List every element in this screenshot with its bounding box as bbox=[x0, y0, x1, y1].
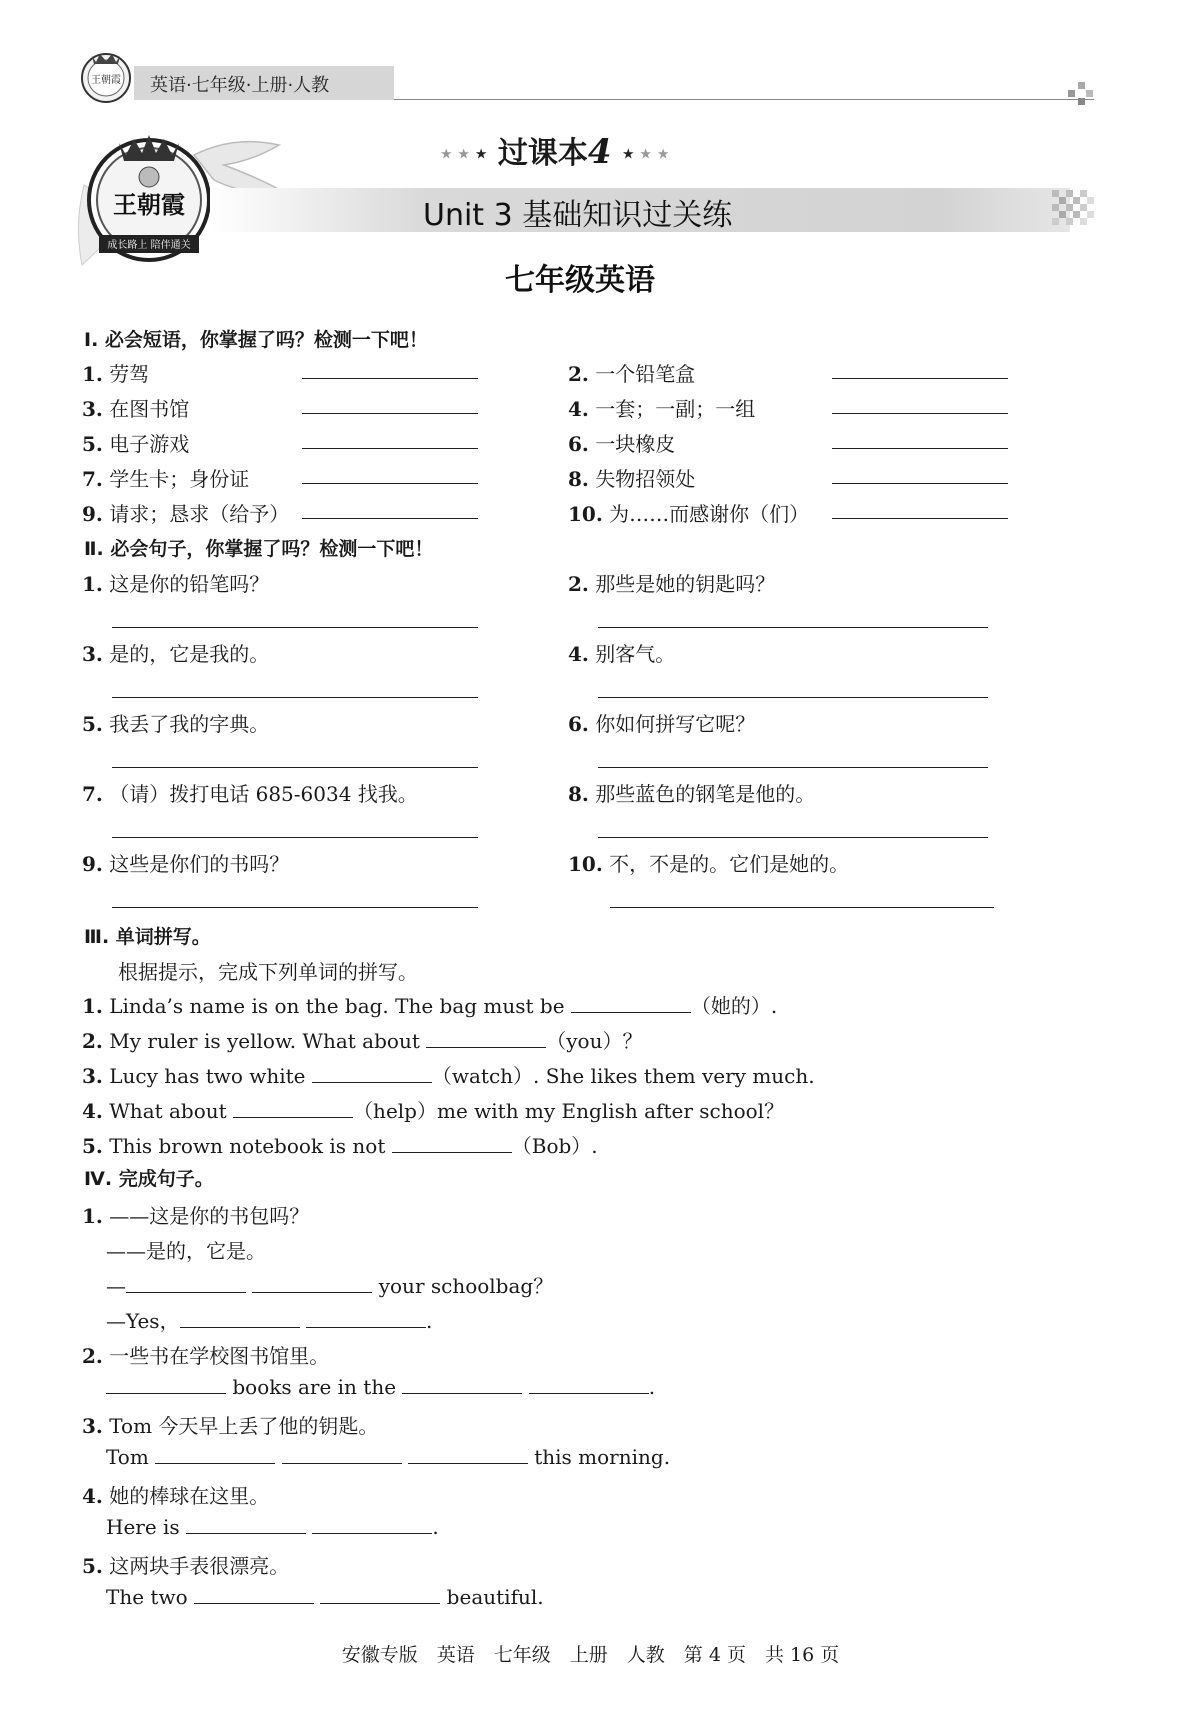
band-checker bbox=[1052, 190, 1094, 237]
phrase-item: 8. 失物招领处 bbox=[568, 467, 696, 491]
star-icon: ★ ★ bbox=[440, 146, 475, 163]
sentence-item: 10. 不，不是的。它们是她的。 bbox=[568, 852, 850, 876]
answer-line[interactable] bbox=[832, 448, 1008, 449]
spelling-item: 5. This brown notebook is not （Bob）. bbox=[82, 1134, 598, 1158]
fill-blank[interactable] bbox=[571, 1011, 691, 1013]
header-rule bbox=[394, 99, 1094, 100]
sub-title: 七年级英语 bbox=[505, 263, 655, 298]
fill-blank[interactable] bbox=[402, 1392, 522, 1394]
sentence-item: 7. （请）拨打电话 685-6034 找我。 bbox=[82, 782, 418, 806]
answer-line[interactable] bbox=[112, 907, 478, 908]
fill-blank[interactable] bbox=[392, 1151, 512, 1153]
fill-blank[interactable] bbox=[233, 1116, 353, 1118]
sentence-item: 2. 那些是她的钥匙吗？ bbox=[568, 572, 776, 596]
answer-line[interactable] bbox=[302, 448, 478, 449]
answer-line[interactable] bbox=[598, 697, 988, 698]
badge-line bbox=[440, 128, 669, 172]
brand-logo-slogan: 成长路上 陪伴通关 bbox=[107, 240, 191, 251]
section-2-title: Ⅱ. 必会句子，你掌握了吗？检测一下吧！ bbox=[84, 538, 434, 560]
answer-line[interactable] bbox=[832, 413, 1008, 414]
complete-item: 4. 她的棒球在这里。 bbox=[82, 1484, 270, 1508]
small-logo bbox=[78, 48, 134, 104]
phrase-item: 5. 电子游戏 bbox=[82, 432, 190, 456]
sentence-item: 8. 那些蓝色的钢笔是他的。 bbox=[568, 782, 816, 806]
spelling-item: 1. Linda’s name is on the bag. The bag must be （她的）. bbox=[82, 994, 778, 1018]
sentence-item: 5. 我丢了我的字典。 bbox=[82, 712, 270, 736]
spelling-item: 4. What about （help）me with my English after school？ bbox=[82, 1099, 785, 1123]
sentence-item: 9. 这些是你们的书吗？ bbox=[82, 852, 290, 876]
complete-line: Tom this morning. bbox=[106, 1445, 671, 1469]
answer-line[interactable] bbox=[598, 627, 988, 628]
sentence-item: 3. 是的，它是我的。 bbox=[82, 642, 270, 666]
section-4-title: Ⅳ. 完成句子。 bbox=[84, 1168, 214, 1190]
complete-item: 1. ——这是你的书包吗？ bbox=[82, 1204, 310, 1228]
complete-item: 5. 这两块手表很漂亮。 bbox=[82, 1554, 290, 1578]
fill-blank[interactable] bbox=[312, 1081, 432, 1083]
spelling-item: 3. Lucy has two white （watch）. She likes them very much. bbox=[82, 1064, 815, 1088]
phrase-item: 9. 请求；恳求（给予） bbox=[82, 502, 290, 526]
answer-line[interactable] bbox=[832, 518, 1008, 519]
complete-line: —Yes， . bbox=[106, 1309, 433, 1333]
section-1-title: Ⅰ. 必会短语，你掌握了吗？检测一下吧！ bbox=[84, 329, 428, 351]
fill-blank[interactable] bbox=[126, 1291, 246, 1293]
fill-blank[interactable] bbox=[408, 1462, 528, 1464]
answer-line[interactable] bbox=[112, 837, 478, 838]
phrase-item: 2. 一个铅笔盒 bbox=[568, 362, 696, 386]
star-icon: ★ bbox=[622, 146, 635, 163]
phrase-item: 4. 一套；一副；一组 bbox=[568, 397, 756, 421]
answer-line[interactable] bbox=[112, 767, 478, 768]
complete-line: ——是的，它是。 bbox=[106, 1239, 266, 1263]
unit-title: Unit 3 基础知识过关练 bbox=[423, 198, 733, 233]
brand-logo-text: 王朝霞 bbox=[113, 190, 185, 219]
answer-line[interactable] bbox=[302, 378, 478, 379]
fill-blank[interactable] bbox=[312, 1532, 432, 1534]
phrase-item: 7. 学生卡；身份证 bbox=[82, 467, 250, 491]
fill-blank[interactable] bbox=[106, 1392, 226, 1394]
breadcrumb: 英语·七年级·上册·人教 bbox=[150, 75, 330, 96]
answer-line[interactable] bbox=[598, 767, 988, 768]
fill-blank[interactable] bbox=[282, 1462, 402, 1464]
fill-blank[interactable] bbox=[186, 1532, 306, 1534]
badge-number: 4 bbox=[587, 132, 612, 172]
badge-text: 过课本 bbox=[497, 136, 588, 171]
small-logo-text: 王朝霞 bbox=[91, 75, 121, 86]
fill-blank[interactable] bbox=[180, 1326, 300, 1328]
sentence-item: 6. 你如何拼写它呢？ bbox=[568, 712, 756, 736]
fill-blank[interactable] bbox=[252, 1291, 372, 1293]
answer-line[interactable] bbox=[302, 483, 478, 484]
complete-line: Here is . bbox=[106, 1515, 439, 1539]
phrase-item: 10. 为……而感谢你（们） bbox=[568, 502, 810, 526]
star-icon: ★ ★ bbox=[634, 146, 670, 163]
answer-line[interactable] bbox=[832, 483, 1008, 484]
answer-line[interactable] bbox=[112, 627, 478, 628]
fill-blank[interactable] bbox=[194, 1602, 314, 1604]
phrase-item: 1. 劳驾 bbox=[82, 362, 150, 386]
sentence-item: 1. 这是你的铅笔吗？ bbox=[82, 572, 270, 596]
fill-blank[interactable] bbox=[155, 1462, 275, 1464]
fill-blank[interactable] bbox=[529, 1392, 649, 1394]
answer-line[interactable] bbox=[610, 907, 994, 908]
answer-line[interactable] bbox=[832, 378, 1008, 379]
answer-line[interactable] bbox=[302, 413, 478, 414]
corner-decoration bbox=[1068, 82, 1096, 111]
section-3-instruction: 根据提示，完成下列单词的拼写。 bbox=[118, 960, 418, 984]
fill-blank[interactable] bbox=[320, 1602, 440, 1604]
answer-line[interactable] bbox=[302, 518, 478, 519]
section-3-title: Ⅲ. 单词拼写。 bbox=[84, 926, 211, 948]
complete-item: 3. Tom 今天早上丢了他的钥匙。 bbox=[82, 1414, 379, 1438]
complete-line: books are in the . bbox=[106, 1375, 655, 1399]
answer-line[interactable] bbox=[598, 837, 988, 838]
fill-blank[interactable] bbox=[426, 1046, 546, 1048]
complete-line: — your schoolbag？ bbox=[106, 1274, 554, 1298]
phrase-item: 3. 在图书馆 bbox=[82, 397, 190, 421]
page-footer: 安徽专版 英语 七年级 上册 人教 第 4 页 共 16 页 bbox=[341, 1644, 840, 1666]
spelling-item: 2. My ruler is yellow. What about （you）？ bbox=[82, 1029, 643, 1053]
sentence-item: 4. 别客气。 bbox=[568, 642, 676, 666]
star-icon: ★ bbox=[474, 146, 488, 163]
phrase-item: 6. 一块橡皮 bbox=[568, 432, 676, 456]
answer-line[interactable] bbox=[112, 697, 478, 698]
fill-blank[interactable] bbox=[306, 1326, 426, 1328]
complete-line: The two beautiful. bbox=[106, 1585, 544, 1609]
complete-item: 2. 一些书在学校图书馆里。 bbox=[82, 1344, 330, 1368]
